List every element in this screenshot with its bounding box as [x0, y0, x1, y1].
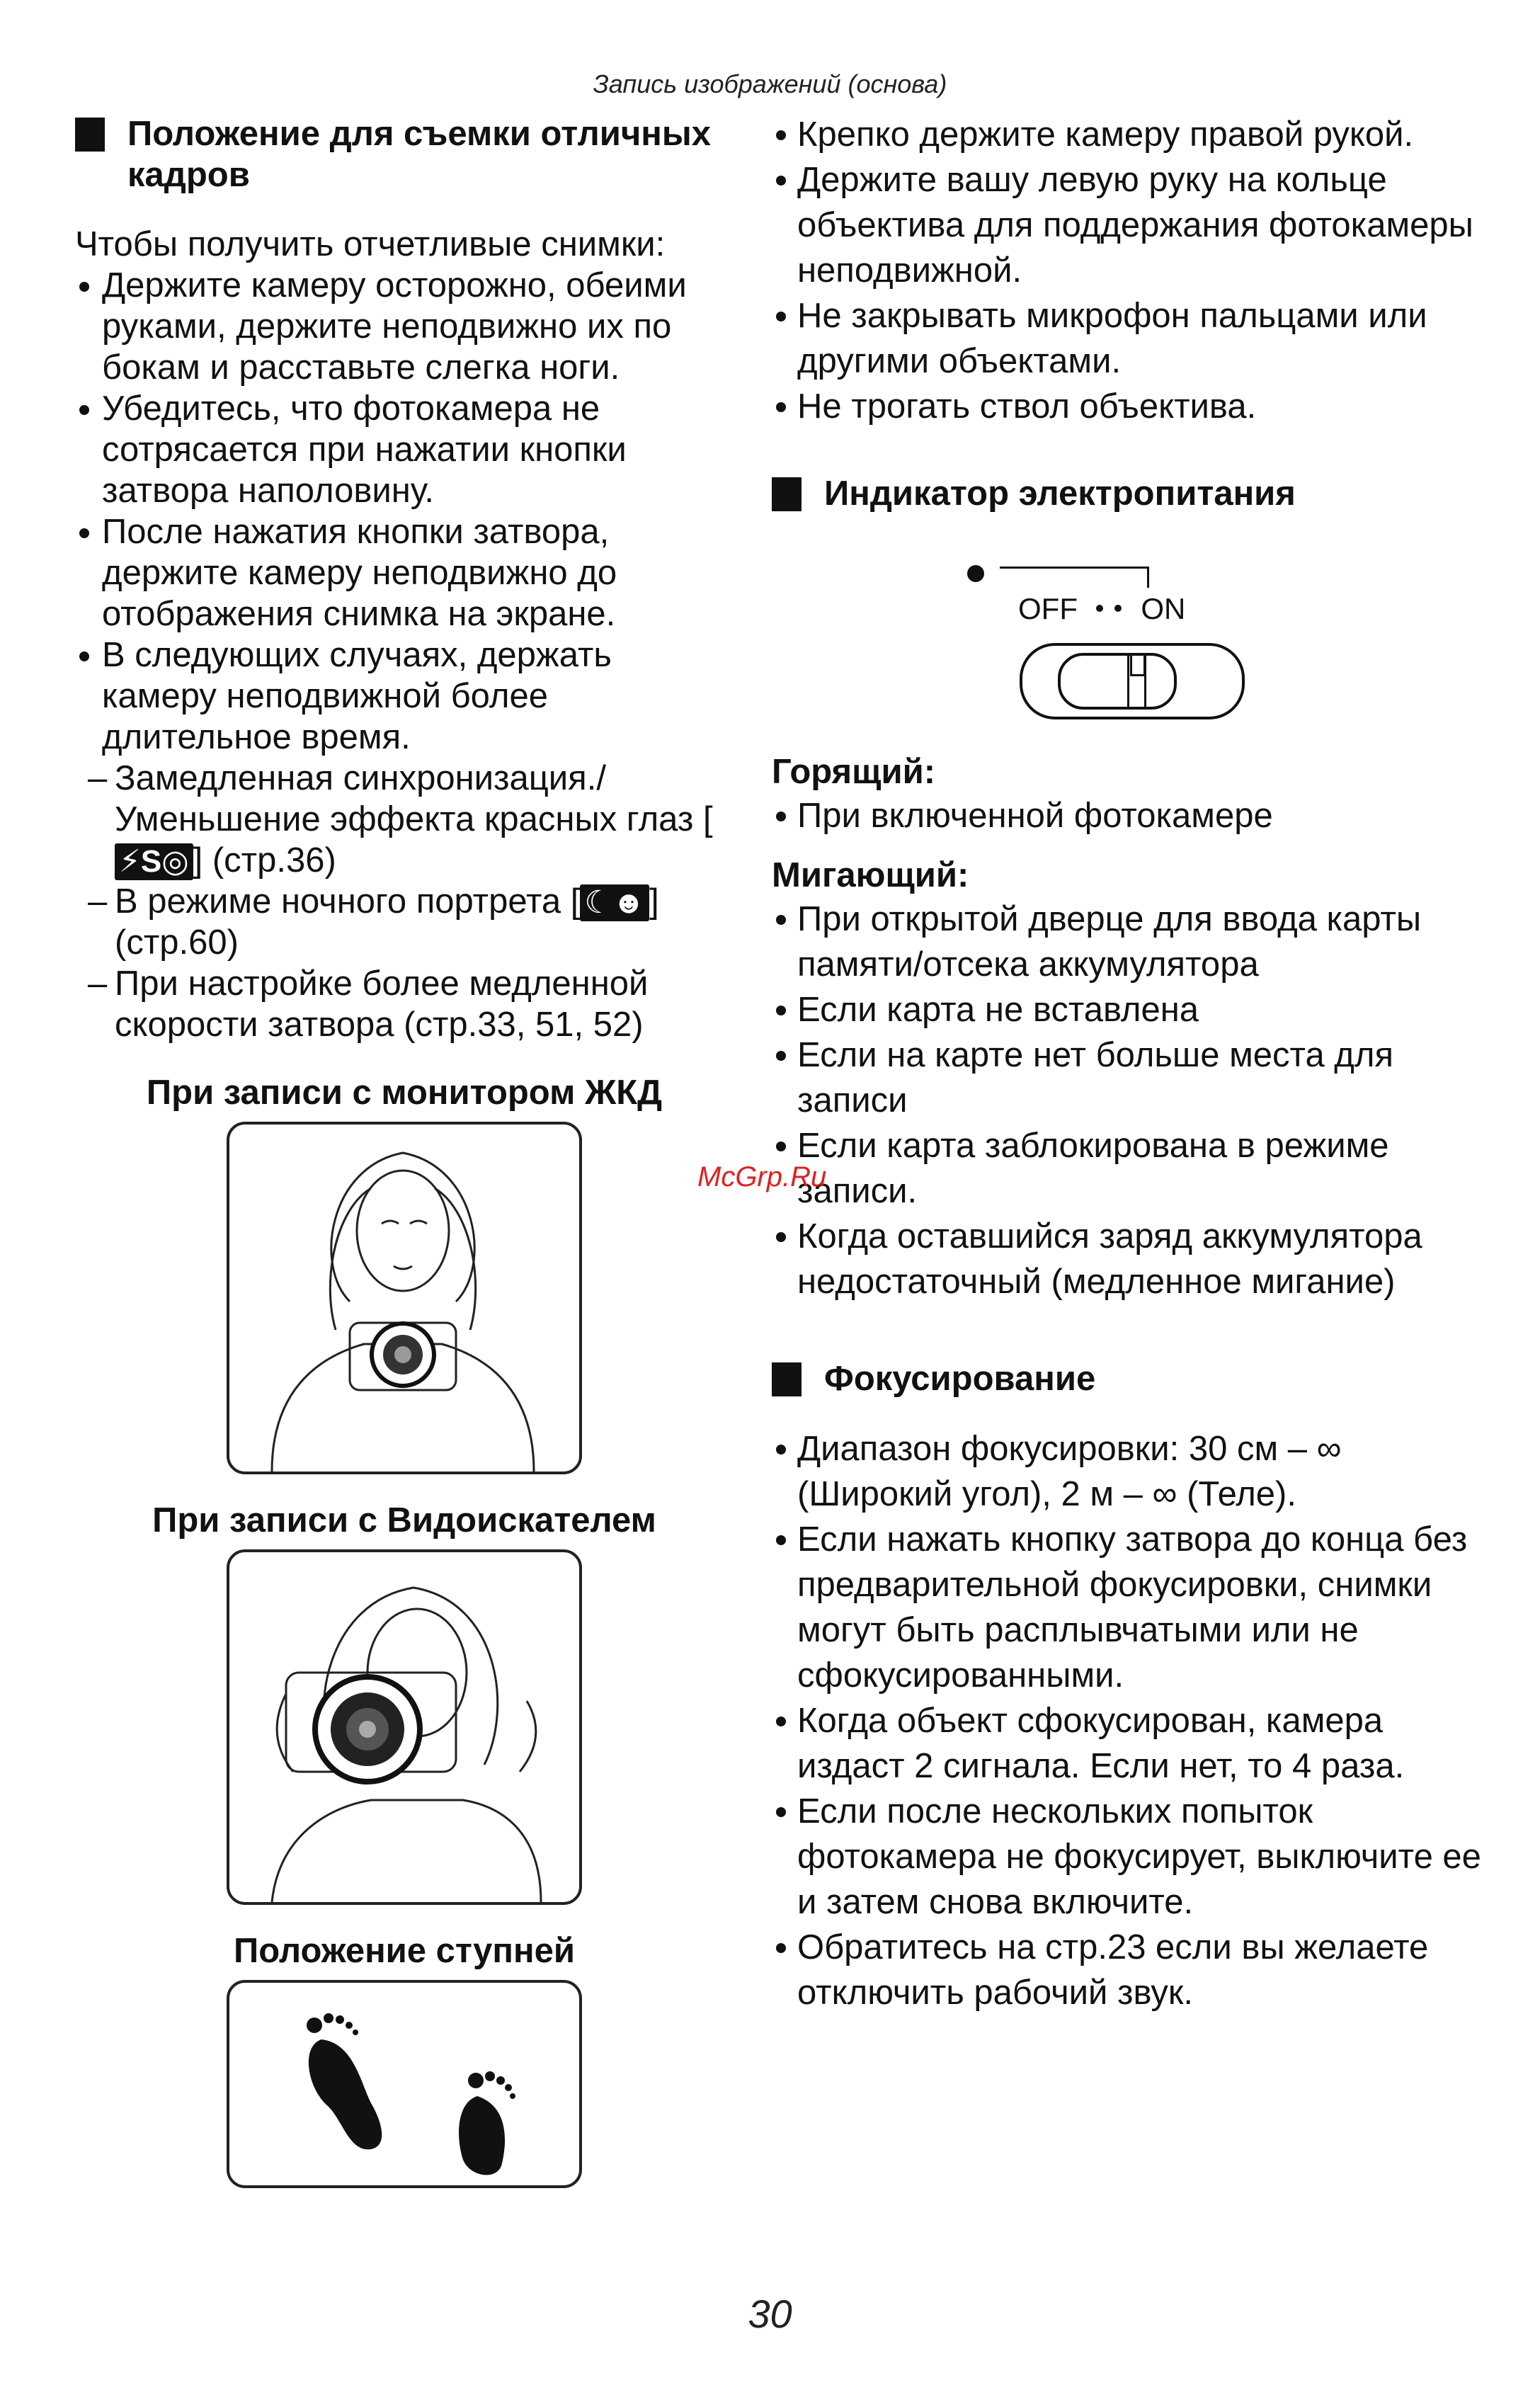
grip-tips-list [772, 112, 1487, 429]
night-portrait-icon: ☾☻ [580, 884, 649, 921]
page-number: 30 [748, 2292, 792, 2336]
section-marker-icon [772, 477, 802, 511]
switch-on-label: ON [1141, 592, 1186, 625]
switch-dot [1114, 605, 1122, 612]
right-column [772, 112, 1487, 2015]
case-text: Замедленная синхронизация./ Уменьшение эффекта красных глаз [ [115, 759, 713, 838]
cases-list [75, 758, 734, 1045]
power-switch-slider[interactable] [1020, 643, 1245, 719]
switch-leader-line [1000, 567, 1148, 569]
list-item: Крепко держите камеру правой рукой. [772, 112, 1487, 157]
focus-list [772, 1426, 1487, 2015]
slider-line [1127, 656, 1129, 707]
section-marker-icon [772, 1362, 802, 1396]
blink-label: Мигающий: [772, 856, 969, 894]
power-indicator-lamp-icon [967, 565, 984, 582]
list-item: Держите камеру осторожно, обеими руками, держите неподвижно их по бокам и расставьте слегка ноги. [75, 265, 734, 388]
case-text: При настройке более медленной скорости затвора (стр.33, 51, 52) [115, 964, 649, 1044]
section-heading-text: Положение для съемки отличных кадров [127, 115, 711, 194]
woman-camera-lcd-illustration [229, 1125, 579, 1472]
section-heading-text: Фокусирование [824, 1360, 1096, 1398]
case-text: В режиме ночного портрета [ [115, 882, 581, 921]
list-item: Когда объект сфокусирован, камера издаст 2 сигнала. Если нет, то 4 раза. [772, 1698, 1487, 1789]
section-heading-power-indicator [772, 473, 1487, 514]
list-item: Держите вашу левую руку на кольце объектива для поддержания фотокамеры неподвижной. [772, 157, 1487, 293]
list-item [88, 758, 734, 881]
list-item: Если карта не вставлена [772, 987, 1487, 1032]
list-item: Не закрывать микрофон пальцами или другими объектами. [772, 293, 1487, 384]
intro-text: Чтобы получить отчетливые снимки: [75, 225, 666, 263]
blink-list [772, 896, 1487, 1304]
list-item: При открытой дверце для ввода карты памяти/отсека аккумулятора [772, 896, 1487, 987]
list-item: Убедитесь, что фотокамера не сотрясается при нажатии кнопки затвора наполовину. [75, 388, 734, 511]
case-ref: ] (стр.36) [193, 841, 336, 880]
list-item [88, 881, 734, 963]
tips-list [75, 265, 734, 758]
section-heading-focusing [772, 1358, 1487, 1399]
switch-dot [1096, 605, 1103, 612]
list-item: Обратитесь на стр.23 если вы желаете отключить рабочий звук. [772, 1925, 1487, 2015]
list-item: После нажатия кнопки затвора, держите камеру неподвижно до отображения снимка на экране. [75, 511, 734, 634]
list-item: Если на карте нет больше места для записи [772, 1032, 1487, 1123]
slider-notch [1130, 656, 1146, 676]
slider-knob [1058, 653, 1177, 710]
list-item: Если после нескольких попыток фотокамера не фокусирует, выключите ее и затем снова включите. [772, 1789, 1487, 1925]
list-item: Диапазон фокусировки: 30 см – ∞ (Широкий угол), 2 м – ∞ (Теле). [772, 1426, 1487, 1517]
illustration-feet-position [227, 1980, 582, 2188]
power-switch-diagram [963, 551, 1260, 735]
section-marker-icon [75, 118, 105, 152]
section-heading-text: Индикатор электропитания [824, 474, 1296, 513]
illustration-lcd-shooting [227, 1122, 582, 1474]
list-item: Если карта заблокирована в режиме записи. [772, 1123, 1487, 1214]
illustration-viewfinder-shooting [227, 1549, 582, 1905]
footprints-illustration [229, 1983, 579, 2185]
woman-camera-viewfinder-illustration [229, 1552, 579, 1902]
switch-leader-line [1147, 567, 1149, 588]
list-item: При включенной фотокамере [772, 793, 1487, 838]
list-item: В следующих случаях, держать камеру неподвижной более длительное время. [75, 634, 734, 758]
section-heading-shooting-position [75, 113, 734, 195]
list-item [88, 963, 734, 1045]
list-item: Когда оставшийся заряд аккумулятора недостаточный (медленное мигание) [772, 1214, 1487, 1304]
case-ref: ] (стр.60) [115, 882, 659, 962]
lit-label: Горящий: [772, 753, 936, 791]
running-head: Запись изображений (основа) [593, 69, 947, 98]
figure-caption-viewfinder: При записи с Видоискателем [152, 1501, 656, 1539]
figure-caption-feet: Положение ступней [234, 1932, 575, 1970]
flash-redeye-icon: ⚡S◎ [115, 843, 193, 880]
watermark: McGrp.Ru [697, 1161, 827, 1192]
list-item: Не трогать ствол объектива. [772, 384, 1487, 429]
list-item: Если нажать кнопку затвора до конца без предварительной фокусировки, снимки могут быть расплывчатыми или не сфокусированными. [772, 1517, 1487, 1698]
figure-caption-lcd: При записи с монитором ЖКД [146, 1074, 663, 1112]
switch-off-label: OFF [1018, 592, 1078, 625]
lit-list [772, 793, 1487, 838]
left-column [75, 113, 734, 2188]
switch-labels [1018, 592, 1185, 626]
